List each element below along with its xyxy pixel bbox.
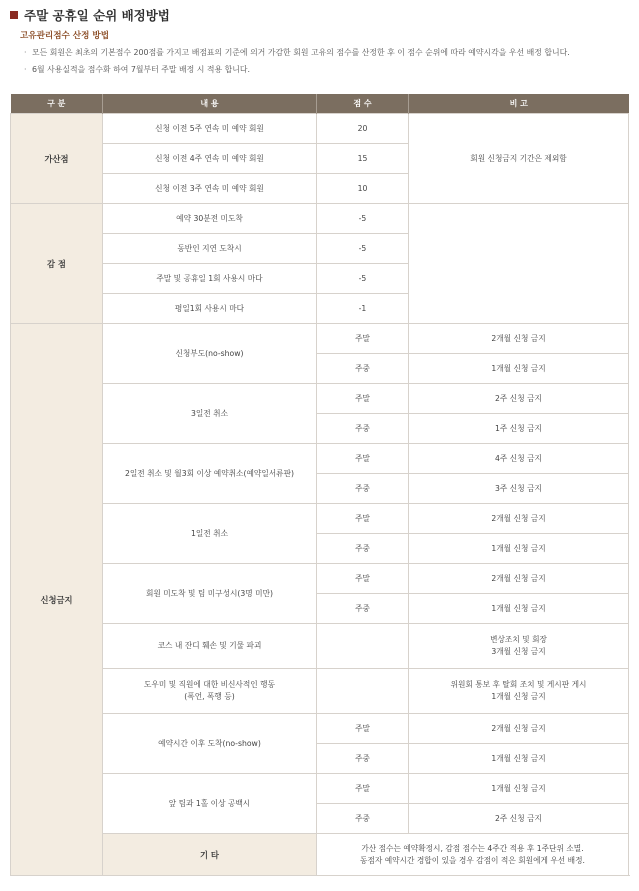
cell-content: 신청부도(no-show): [103, 324, 317, 384]
remark-line: 변상조치 및 회장: [490, 635, 547, 644]
table-row: [11, 669, 629, 714]
title-square-icon: [10, 11, 18, 19]
page-title: [10, 5, 170, 25]
category-ban: 신청금지: [11, 324, 103, 876]
cell-remark: 2개월 신청 금지: [409, 504, 629, 534]
cell-remark: [409, 624, 629, 669]
table-row: [11, 204, 629, 234]
notes: [24, 44, 628, 78]
cell-content: 앞 팀과 1홀 이상 공백시: [103, 774, 317, 834]
remark-line: 위원회 통보 후 탈회 조치 및 게시판 게시: [450, 680, 587, 689]
cell-period: 주중: [317, 354, 409, 384]
cell-period-empty: [317, 669, 409, 714]
table-row: [11, 384, 629, 414]
table-row: [11, 564, 629, 594]
cell-period: 주중: [317, 534, 409, 564]
category-penalty: 감 점: [11, 204, 103, 324]
table-row: [11, 834, 629, 876]
cell-remark: 1주 신청 금지: [409, 414, 629, 444]
cell-remark: 2주 신청 금지: [409, 804, 629, 834]
cell-score: 20: [317, 114, 409, 144]
cell-content: 회원 미도착 및 팀 미구성시(3명 미만): [103, 564, 317, 624]
cell-remark: 4주 신청 금지: [409, 444, 629, 474]
cell-content: 코스 내 잔디 훼손 및 기물 파괴: [103, 624, 317, 669]
category-etc: 기 타: [103, 834, 317, 876]
cell-remark-empty: [409, 204, 629, 324]
cell-content: 1일전 취소: [103, 504, 317, 564]
table-row: [11, 624, 629, 669]
note-item: · 6월 사용실적을 점수화 하여 7월부터 주말 배정 시 적용 합니다.: [24, 61, 628, 78]
table-row: [11, 714, 629, 744]
cell-score: -5: [317, 234, 409, 264]
table-row: [11, 444, 629, 474]
header-content: 내 용: [103, 94, 317, 114]
cell-score: 15: [317, 144, 409, 174]
cell-period: 주중: [317, 744, 409, 774]
cell-remark: 2개월 신청 금지: [409, 564, 629, 594]
cell-content: 신청 이전 3주 연속 미 예약 회원: [103, 174, 317, 204]
cell-content: 평일1회 사용시 마다: [103, 294, 317, 324]
cell-remark: 1개월 신청 금지: [409, 354, 629, 384]
cell-content: 신청 이전 5주 연속 미 예약 회원: [103, 114, 317, 144]
cell-period: 주말: [317, 384, 409, 414]
cell-remark: 1개월 신청 금지: [409, 594, 629, 624]
cell-content: 3일전 취소: [103, 384, 317, 444]
cell-remark: 1개월 신청 금지: [409, 744, 629, 774]
cell-period: 주말: [317, 564, 409, 594]
cell-period: 주중: [317, 414, 409, 444]
cell-content: 동반인 지연 도착시: [103, 234, 317, 264]
cell-content: [103, 669, 317, 714]
header-category: 구 분: [11, 94, 103, 114]
cell-content: 예약시간 이후 도착(no-show): [103, 714, 317, 774]
table-row: [11, 324, 629, 354]
remark-line: 3개월 신청 금지: [491, 647, 546, 656]
cell-remark: 2개월 신청 금지: [409, 324, 629, 354]
category-bonus: 가산점: [11, 114, 103, 204]
cell-remark: 3주 신청 금지: [409, 474, 629, 504]
cell-score: -1: [317, 294, 409, 324]
cell-period: 주말: [317, 504, 409, 534]
cell-content: 예약 30분전 미도착: [103, 204, 317, 234]
cell-period: 주말: [317, 444, 409, 474]
header-score: 점 수: [317, 94, 409, 114]
note-item: · 모든 회원은 최초의 기본점수 200점를 가지고 배점표의 기준에 의거 가감한 회원 고유의 점수를 산정한 후 이 점수 순위에 따라 예약시각을 우선 배정 합니다.: [24, 44, 628, 61]
etc-line: 동점자 예약시간 경합이 있을 경우 감점이 적은 회원에게 우선 배정.: [360, 855, 585, 865]
table-row: [11, 114, 629, 144]
cell-period: 주중: [317, 474, 409, 504]
table-row: [11, 774, 629, 804]
cell-period: 주중: [317, 594, 409, 624]
section-subtitle: 고유관리점수 산정 방법: [20, 31, 109, 41]
cell-score: 10: [317, 174, 409, 204]
content-line: 도우미 및 직원에 대한 비신사적인 행동: [143, 680, 276, 689]
cell-content: 주말 및 공휴일 1회 사용시 마다: [103, 264, 317, 294]
remark-line: 1개월 신청 금지: [491, 692, 546, 701]
cell-etc: [317, 834, 629, 876]
cell-remark: 2개월 신청 금지: [409, 714, 629, 744]
cell-content: 2일전 취소 및 월3회 이상 예약취소(예약일서류판): [103, 444, 317, 504]
cell-remark: [409, 669, 629, 714]
cell-period: 주중: [317, 804, 409, 834]
cell-score: -5: [317, 204, 409, 234]
table-row: [11, 504, 629, 534]
cell-period: 주말: [317, 774, 409, 804]
cell-period: 주말: [317, 714, 409, 744]
cell-score: -5: [317, 264, 409, 294]
score-table: [10, 94, 629, 876]
cell-remark: 2주 신청 금지: [409, 384, 629, 414]
page-title-text: 주말 공휴일 순위 배정방법: [24, 8, 170, 23]
cell-content: 신청 이전 4주 연속 미 예약 회원: [103, 144, 317, 174]
table-header-row: [11, 94, 629, 114]
header-remark: 비 고: [409, 94, 629, 114]
content-line: (폭언, 폭행 등): [184, 692, 235, 701]
cell-remark: 회원 신청금지 기간은 제외함: [409, 114, 629, 204]
cell-period: 주말: [317, 324, 409, 354]
cell-remark: 1개월 신청 금지: [409, 534, 629, 564]
cell-period-empty: [317, 624, 409, 669]
etc-line: 가산 점수는 예약확정시, 감점 점수는 4주간 적용 후 1주단위 소멸.: [361, 843, 584, 853]
cell-remark: 1개월 신청 금지: [409, 774, 629, 804]
